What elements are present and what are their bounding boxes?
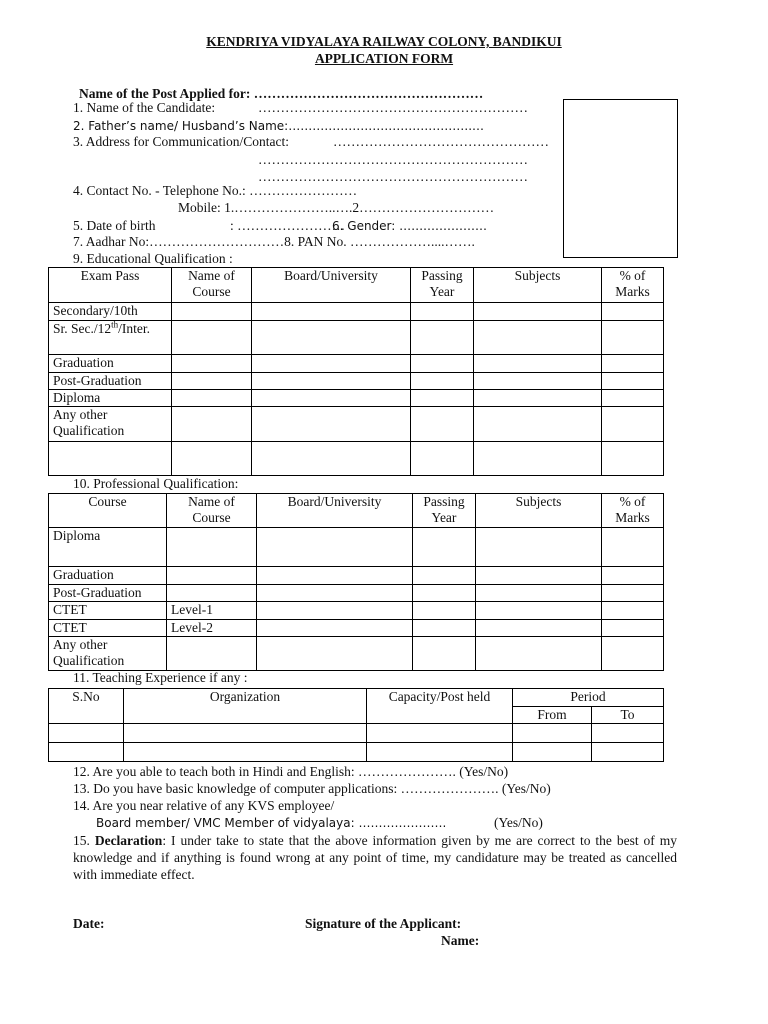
row-level: Level-2: [167, 620, 257, 637]
table-row[interactable]: [49, 390, 664, 407]
table-row[interactable]: [49, 355, 664, 373]
professional-header-row: [49, 494, 664, 528]
address-label: 3. Address for Communication/Contact:: [73, 134, 289, 149]
col-marks: % of Marks: [602, 268, 664, 303]
table-row[interactable]: [49, 303, 664, 321]
row-level: Level-1: [167, 602, 257, 620]
declaration-label: Declaration: [94, 833, 163, 848]
row-label: Sr. Sec./12th/Inter.: [49, 321, 172, 355]
table-row[interactable]: [49, 567, 664, 585]
dob-label: 5. Date of birth: [73, 218, 156, 233]
name-label: Name:: [441, 933, 480, 948]
col-exam-pass: Exam Pass: [49, 268, 172, 303]
col-passing-year: Passing Year: [411, 268, 474, 303]
row-label: Diploma: [49, 528, 167, 567]
table-row[interactable]: [49, 407, 664, 442]
date-label: Date:: [73, 916, 105, 931]
col-marks: % of Marks: [602, 494, 664, 528]
col-name-of-course: Name of Course: [167, 494, 257, 528]
col-period: Period: [513, 689, 664, 707]
professional-heading: 10. Professional Qualification:: [73, 476, 239, 491]
post-applied-field[interactable]: Name of the Post Applied for: ……………………………………………: [79, 86, 484, 101]
signature-label: Signature of the Applicant:: [305, 916, 462, 931]
dob-field[interactable]: : ……………………: [230, 218, 346, 233]
gender-field[interactable]: 6. Gender: …….……………: [332, 219, 487, 233]
table-row[interactable]: [49, 620, 664, 637]
school-name: KENDRIYA VIDYALAYA RAILWAY COLONY, BANDIKUI: [206, 34, 562, 49]
address-field-3[interactable]: ……………………………………………………: [258, 169, 528, 184]
row-label: Graduation: [49, 567, 167, 585]
row-label: Diploma: [49, 390, 172, 407]
education-header-row: [49, 268, 664, 303]
row-label: CTET: [49, 620, 167, 637]
table-row[interactable]: [49, 373, 664, 390]
form-title: APPLICATION FORM: [314, 51, 454, 66]
col-name-of-course: Name of Course: [172, 268, 252, 303]
row-label: Any other Qualification: [49, 407, 172, 442]
col-capacity: Capacity/Post held: [367, 689, 513, 724]
row-label: CTET: [49, 602, 167, 620]
table-row[interactable]: [49, 442, 664, 476]
telephone-field[interactable]: 4. Contact No. - Telephone No.: ……………………: [73, 183, 358, 198]
table-row[interactable]: [49, 585, 664, 602]
question-12[interactable]: 12. Are you able to teach both in Hindi and English: …………………. (Yes/No): [73, 764, 509, 779]
col-passing-year: Passing Year: [413, 494, 476, 528]
col-sno: S.No: [49, 689, 124, 724]
row-label: Graduation: [49, 355, 172, 373]
col-course: Course: [49, 494, 167, 528]
row-label: Secondary/10th: [49, 303, 172, 321]
table-row[interactable]: [49, 724, 664, 743]
photo-box[interactable]: [563, 99, 678, 258]
col-subjects: Subjects: [474, 268, 602, 303]
col-board: Board/University: [257, 494, 413, 528]
question-14: 14. Are you near relative of any KVS employee/: [73, 798, 335, 813]
experience-heading: 11. Teaching Experience if any :: [73, 670, 248, 685]
table-row[interactable]: [49, 602, 664, 620]
row-label: Post-Graduation: [49, 373, 172, 390]
table-row[interactable]: [49, 637, 664, 671]
professional-table: [48, 493, 664, 671]
row-label: Any other Qualification: [49, 637, 167, 671]
col-board: Board/University: [252, 268, 411, 303]
table-row[interactable]: [49, 743, 664, 762]
father-name-field[interactable]: 2. Father’s name/ Husband’s Name:……………………………………….…: [73, 119, 485, 133]
table-row[interactable]: [49, 321, 664, 355]
col-subjects: Subjects: [476, 494, 602, 528]
question-13[interactable]: 13. Do you have basic knowledge of computer applications: …………………. (Yes/No): [73, 781, 551, 796]
row-label: Post-Graduation: [49, 585, 167, 602]
col-from: From: [513, 707, 592, 724]
education-heading: 9. Educational Qualification :: [73, 251, 233, 266]
declaration: 15. Declaration: I under take to state that the above information given by me are correct to the best of my knowledge and if anything is found wrong at any point of time, my candidature may be treated as cancelled with immediate effect.: [73, 833, 677, 882]
address-field-1[interactable]: …………………………………………: [333, 134, 549, 149]
col-to: To: [592, 707, 664, 724]
col-organization: Organization: [124, 689, 367, 724]
question-14-field[interactable]: Board member/ VMC Member of vidyalaya: ………………….: [96, 816, 447, 830]
experience-header-row: [49, 689, 664, 707]
address-field-2[interactable]: ……………………………………………………: [258, 152, 528, 167]
education-table: [48, 267, 664, 476]
question-14-yes-no: (Yes/No): [494, 815, 543, 830]
aadhar-pan-field[interactable]: 7. Aadhar No:…………………………8. PAN No. ………………....…….: [73, 234, 475, 249]
candidate-name-label: 1. Name of the Candidate:: [73, 100, 216, 115]
table-row[interactable]: [49, 528, 664, 567]
mobile-field[interactable]: Mobile: 1.…………………..….2…………………………: [178, 200, 495, 215]
candidate-name-field[interactable]: ……………………………………………………: [258, 100, 528, 115]
experience-table: [48, 688, 664, 762]
